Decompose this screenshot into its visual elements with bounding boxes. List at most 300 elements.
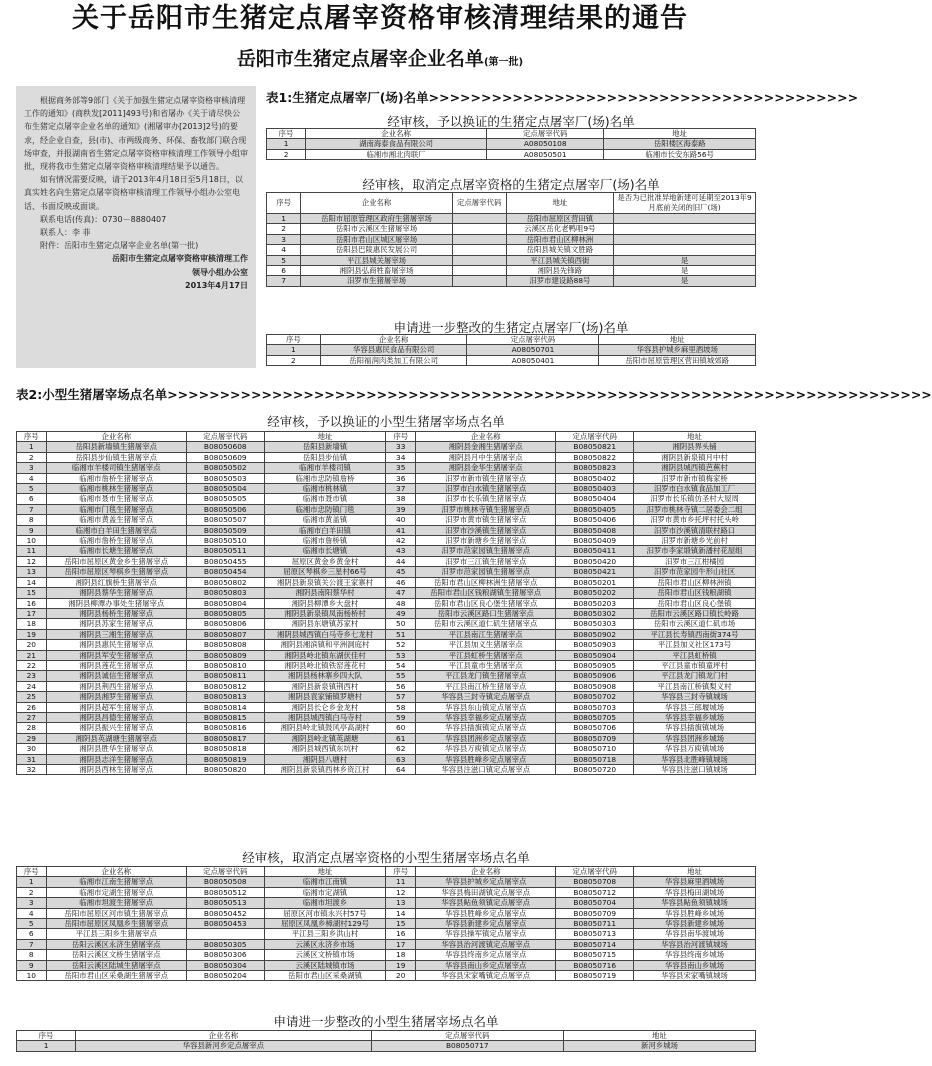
table-row xyxy=(17,629,756,639)
table-cell: 岳阳市云溪区生猪屠宰场 xyxy=(301,224,453,234)
table-cell: 1 xyxy=(267,214,301,224)
table-cell: 4 xyxy=(17,473,47,483)
table-cell: 2 xyxy=(267,355,321,365)
table-cell: 临湘市长塘镇 xyxy=(264,546,386,556)
table-cell: 华容县梅田湖城场 xyxy=(634,887,756,897)
table-cell: 湘阴县诚信生猪屠宰点 xyxy=(46,671,186,681)
table-row xyxy=(17,536,756,546)
table-row xyxy=(17,877,756,887)
table-cell xyxy=(452,245,506,255)
table-cell: 22 xyxy=(17,660,47,670)
table-cell: 平江县童市生猪屠宰点 xyxy=(416,660,556,670)
table-cell: 岳阳市云溪区道仁矶市场 xyxy=(634,619,756,629)
column-header: 企业名称 xyxy=(46,867,186,877)
table1-heading: 表1:生猪定点屠宰厂(场)名单>>>>>>>>>>>>>>>>>>>>>>>>>>>>>>>>>>>>>>>>> xyxy=(266,90,859,105)
table-cell: 湘阴县长仑乡金龙村 xyxy=(264,702,386,712)
table-cell: 临湘市詹桥生猪屠宰点 xyxy=(46,473,186,483)
table-cell: 湘阴县金湘生猪屠宰点 xyxy=(416,442,556,452)
table-row xyxy=(17,723,756,733)
table-cell: 岳阳福润肉类加工有限公司 xyxy=(320,355,467,365)
table-cell: B08050513 xyxy=(186,898,264,908)
table-cell: 湘阴县莲花生猪屠宰点 xyxy=(46,660,186,670)
table-cell: 16 xyxy=(386,929,416,939)
table-cell: 2 xyxy=(267,149,306,159)
table-cell: B08050814 xyxy=(186,702,264,712)
notice-box xyxy=(16,86,256,368)
table-cell: B08050509 xyxy=(186,525,264,535)
table-cell: 56 xyxy=(386,681,416,691)
table-cell: 华容县插旗镇城场 xyxy=(634,723,756,733)
table-cell: 48 xyxy=(386,598,416,608)
table-cell: 华容县新河乡定点屠宰点 xyxy=(76,1041,372,1051)
table-cell: 临湘市坦渡生猪屠宰点 xyxy=(46,898,186,908)
table-row xyxy=(17,950,756,960)
table-cell xyxy=(614,224,756,234)
table-cell: 湘阴县昌德生猪屠宰点 xyxy=(46,712,186,722)
column-header: 序号 xyxy=(267,129,306,139)
table-cell: 华容县三封寺镇城场 xyxy=(634,692,756,702)
table-cell: 10 xyxy=(17,971,47,981)
table-cell: B08050714 xyxy=(556,939,634,949)
table1-s1-title: 经审核，予以换证的生猪定点屠宰厂(场)名单 xyxy=(387,114,635,129)
table-cell: B08050609 xyxy=(186,452,264,462)
table-row xyxy=(17,929,756,939)
table-cell: 临湘市黄盖生猪屠宰点 xyxy=(46,515,186,525)
table-cell: B08050710 xyxy=(556,744,634,754)
table-cell: 4 xyxy=(17,908,47,918)
table-cell: 临湘市江南生猪屠宰点 xyxy=(46,877,186,887)
table1-s2 xyxy=(266,192,756,287)
table-row xyxy=(17,525,756,535)
table-cell: 云溪区永济乡市场 xyxy=(264,939,386,949)
table-row xyxy=(17,546,756,556)
table-cell: 53 xyxy=(386,650,416,660)
table-cell: 临湘市桃林生猪屠宰点 xyxy=(46,484,186,494)
table1-s2-title: 经审核，取消定点屠宰资格的生猪定点屠宰厂(场)名单 xyxy=(362,177,660,192)
table-cell: B08050821 xyxy=(556,442,634,452)
table-cell: 63 xyxy=(386,754,416,764)
table-cell: 汨罗市生猪屠宰场 xyxy=(301,276,453,286)
table-cell: B08050804 xyxy=(186,598,264,608)
table-cell: 汨罗市沙溪镇清联村路口 xyxy=(634,525,756,535)
column-header: 地址 xyxy=(604,129,756,139)
table-row xyxy=(17,588,756,598)
table-cell: 50 xyxy=(386,619,416,629)
table-cell: 云溪区岳化老鸭咀9号 xyxy=(506,224,614,234)
table-cell: 6 xyxy=(17,494,47,504)
table-row xyxy=(17,567,756,577)
table-cell: 临湘市忠防镇詹桥 xyxy=(264,473,386,483)
table-cell: 湘阴县志洋生猪屠宰点 xyxy=(46,754,186,764)
table-cell xyxy=(186,929,264,939)
table2-s3-head xyxy=(17,1031,756,1041)
table-cell: 47 xyxy=(386,588,416,598)
table-cell: 华容县治河渡镇城场 xyxy=(634,939,756,949)
table-cell: 8 xyxy=(17,950,47,960)
table-cell: 湘阴县城西镇白马寺乡七龙村 xyxy=(264,629,386,639)
table-cell: B08050406 xyxy=(556,515,634,525)
table-cell: 2 xyxy=(17,452,47,462)
table-cell: B08050202 xyxy=(556,588,634,598)
table-cell: 20 xyxy=(386,971,416,981)
column-header: 企业名称 xyxy=(416,432,556,442)
table-cell: 27 xyxy=(17,712,47,722)
table-cell: 湘阴县惠民生猪屠宰点 xyxy=(46,640,186,650)
table-cell: 37 xyxy=(386,484,416,494)
table-cell: 64 xyxy=(386,765,416,775)
column-header: 定点屠宰代码 xyxy=(467,335,599,345)
table2-s3-title: 申请进一步整改的小型生猪屠宰场点名单 xyxy=(273,1014,499,1029)
table-cell: 湖南海泰食品有限公司 xyxy=(306,139,487,149)
table-cell: A08050701 xyxy=(467,345,599,355)
table-cell: 湘阴县苏家生猪屠宰点 xyxy=(46,619,186,629)
column-header: 企业名称 xyxy=(46,432,186,442)
table-cell: B08050713 xyxy=(556,929,634,939)
table-row xyxy=(17,971,756,981)
table-cell: B08050504 xyxy=(186,484,264,494)
table-cell: 57 xyxy=(386,692,416,702)
table-row xyxy=(17,681,756,691)
table-cell: B08050703 xyxy=(556,702,634,712)
table-cell: B08050817 xyxy=(186,733,264,743)
table-cell: 61 xyxy=(386,733,416,743)
table-cell: 1 xyxy=(17,1041,76,1051)
table-cell: 华容县三郎堰城场 xyxy=(634,702,756,712)
table-cell: B08050421 xyxy=(556,567,634,577)
table-row xyxy=(17,650,756,660)
table-cell: 汨罗市三江镇生猪屠宰点 xyxy=(416,556,556,566)
column-header: 序号 xyxy=(267,335,321,345)
table-cell: 临湘市门毯生猪屠宰点 xyxy=(46,504,186,514)
table-cell: 临湘市黄盖镇 xyxy=(264,515,386,525)
table-row xyxy=(17,442,756,452)
table-cell xyxy=(614,234,756,244)
table-cell xyxy=(452,214,506,224)
column-header: 是否为已批准异地新建可延期至2013年9月底前关闭的旧厂(场) xyxy=(614,193,756,214)
table-cell: 岳阳市君山区柳林洲 xyxy=(506,234,614,244)
table-cell: 临湘市长塘生猪屠宰点 xyxy=(46,546,186,556)
table-cell: 58 xyxy=(386,702,416,712)
table-cell: 平江县城关镇西街 xyxy=(506,255,614,265)
table-cell: 岳阳云溪区永济生猪屠宰点 xyxy=(46,939,186,949)
table-cell: B08050709 xyxy=(556,733,634,743)
table-cell: 华容县新建乡定点屠宰点 xyxy=(416,919,556,929)
table-cell: 15 xyxy=(17,588,47,598)
table-cell: 平江县长寿镇西南街374号 xyxy=(634,629,756,639)
table-cell: B08050708 xyxy=(556,877,634,887)
table-cell: B08050905 xyxy=(556,660,634,670)
table-cell: 34 xyxy=(386,452,416,462)
table-cell: 湘阴县岭北镇东湖伏佳村 xyxy=(264,650,386,660)
table-cell: 临湘市詹桥生猪屠宰点 xyxy=(46,536,186,546)
table-cell: B08050204 xyxy=(186,971,264,981)
column-header: 地址 xyxy=(634,867,756,877)
table-cell: B08050709 xyxy=(556,908,634,918)
table-cell: 湘阴县柳潭乡大盘村 xyxy=(264,598,386,608)
table-cell: 6 xyxy=(17,929,47,939)
column-header: 序号 xyxy=(267,193,301,214)
table-row xyxy=(17,463,756,473)
table-cell: 59 xyxy=(386,712,416,722)
table-cell: 岳阳市屈原区凤凰乡生猪屠宰点 xyxy=(46,919,186,929)
table-row xyxy=(17,887,756,897)
table-cell: 11 xyxy=(386,877,416,887)
table-cell: B08050453 xyxy=(186,919,264,929)
column-header: 定点屠宰代码 xyxy=(186,432,264,442)
table1-s1-body xyxy=(267,139,756,160)
table-cell: 岳阳市屈原区琴棋乡生猪屠宰点 xyxy=(46,567,186,577)
table-cell: 岳阳市屈原区河市镇生猪屠宰点 xyxy=(46,908,186,918)
table-cell: 湘阴县新泉镇凤南杨桥村 xyxy=(264,608,386,618)
table-cell: 54 xyxy=(386,660,416,670)
table-cell: 5 xyxy=(17,919,47,929)
table-cell: 湘阴县湘滨镇和平洲洞庭村 xyxy=(264,640,386,650)
table2-s2-body xyxy=(17,877,756,981)
table-cell: 7 xyxy=(17,504,47,514)
table1-s1-head xyxy=(267,129,756,139)
table-cell: B08050806 xyxy=(186,619,264,629)
table-cell: 62 xyxy=(386,744,416,754)
column-header: 定点屠宰代码 xyxy=(371,1031,563,1041)
table-cell: B08050823 xyxy=(556,463,634,473)
table-cell: 4 xyxy=(267,245,301,255)
table-cell: 平江县南江生猪屠宰点 xyxy=(416,629,556,639)
table-cell: 26 xyxy=(17,702,47,712)
table-cell: 湘阴县金华生猪屠宰点 xyxy=(416,463,556,473)
notice-paragraph-1: 根据商务部等9部门《关于加强生猪定点屠宰资格审核清理工作的通知》(商秩发[2011]493号)和省屠办《关于请尽快公布生猪定点屠宰企业名单的通知》(湘屠审办[2013]2号)的要求，经企业自查，县(市)、市两级商务、环保、畜牧部门联合现场审查，并报湖南省生猪定点屠宰资格审核清理工作领导小组审批，现将我市生猪定点屠宰资格审核清理结果予以通告。 xyxy=(24,96,248,172)
table-cell: 华容县幸福乡城场 xyxy=(634,712,756,722)
table-cell: 华容县护城乡定点屠宰点 xyxy=(416,877,556,887)
table-row xyxy=(17,660,756,670)
table-cell: 华容县终南乡定点屠宰点 xyxy=(416,950,556,960)
table-cell: 41 xyxy=(386,525,416,535)
column-header: 定点屠宰代码 xyxy=(556,867,634,877)
table-cell: 43 xyxy=(386,546,416,556)
table-cell: 华容县惠民食品有限公司 xyxy=(320,345,467,355)
table2-s3-table xyxy=(16,1030,756,1052)
table-cell: 华容县插旗镇定点屠宰点 xyxy=(416,723,556,733)
table-cell: B08050506 xyxy=(186,504,264,514)
column-header: 序号 xyxy=(17,432,47,442)
table-cell: 湘阴县新泉镇关公渡王家寨村 xyxy=(264,577,386,587)
table-row xyxy=(17,608,756,618)
table-cell: 岳阳县新墙镇生猪屠宰点 xyxy=(46,442,186,452)
table-cell: 临湘市羊楼司镇 xyxy=(264,463,386,473)
table-cell: 汨罗市长乐镇仿圣村大屋周 xyxy=(634,494,756,504)
table-cell: 汨罗市新塘乡生猪屠宰点 xyxy=(416,536,556,546)
table-cell: 汨罗市范家园镇生猪屠宰点 xyxy=(416,546,556,556)
table-cell xyxy=(614,245,756,255)
table-cell: 18 xyxy=(386,950,416,960)
table-row xyxy=(17,452,756,462)
table-cell: 湘阴县岭北镇铁窑莲花村 xyxy=(264,660,386,670)
table-cell: B08050201 xyxy=(556,577,634,587)
table-cell: 9 xyxy=(17,525,47,535)
column-header: 企业名称 xyxy=(416,867,556,877)
table-row xyxy=(17,960,756,970)
table-cell: B08050803 xyxy=(186,588,264,598)
table-cell: B08050510 xyxy=(186,536,264,546)
table-cell: 汨罗市李家塅镇新潘村花屋组 xyxy=(634,546,756,556)
table-cell: 汨罗市黄市镇生猪屠宰点 xyxy=(416,515,556,525)
table-cell: 44 xyxy=(386,556,416,566)
table-cell: 汨罗市建设路88号 xyxy=(506,276,614,286)
header-row xyxy=(17,867,756,877)
table-cell: 7 xyxy=(17,939,47,949)
table-cell: 23 xyxy=(17,671,47,681)
table-cell: 湘阴县新泉镇西林乡资江村 xyxy=(264,765,386,775)
table-cell: 平江县童市镇童坪村 xyxy=(634,660,756,670)
table-cell: 湘阴县城西镇东坑村 xyxy=(264,744,386,754)
table-cell: 2 xyxy=(267,224,301,234)
table-cell: 华容县注滋口镇城场 xyxy=(634,765,756,775)
table-cell: 55 xyxy=(386,671,416,681)
table-cell: 华容县胜峰乡城场 xyxy=(634,908,756,918)
notice-date: 2013年4月17日 xyxy=(185,280,248,290)
table-row xyxy=(17,598,756,608)
table-cell: 38 xyxy=(386,494,416,504)
table-cell: 华容县注滋口镇定点屠宰点 xyxy=(416,765,556,775)
table-cell: 20 xyxy=(17,640,47,650)
table-cell: 10 xyxy=(17,536,47,546)
table-cell: 汨罗市桃林寺镇二居委会二组 xyxy=(634,504,756,514)
table-row xyxy=(17,712,756,722)
table-cell: 新河乡城场 xyxy=(563,1041,755,1051)
column-header: 企业名称 xyxy=(320,335,467,345)
table-row xyxy=(17,692,756,702)
column-header: 地址 xyxy=(264,432,386,442)
column-header: 企业名称 xyxy=(76,1031,372,1041)
column-header: 地址 xyxy=(506,193,614,214)
table-cell: 35 xyxy=(386,463,416,473)
table-cell: B08050902 xyxy=(556,629,634,639)
table-cell: B08050705 xyxy=(556,712,634,722)
table-cell: B08050718 xyxy=(556,754,634,764)
table-cell: 华容县宋家嘴镇城场 xyxy=(634,971,756,981)
table-row xyxy=(17,619,756,629)
table-cell: 临湘市聂市生猪屠宰点 xyxy=(46,494,186,504)
table-cell xyxy=(452,255,506,265)
table-cell: 临湘市湘北肉联厂 xyxy=(306,149,487,159)
table-cell: 平江县城关屠宰场 xyxy=(301,255,453,265)
table-cell: 16 xyxy=(17,598,47,608)
table-cell: 19 xyxy=(386,960,416,970)
table-cell: 湘阴县西林生猪屠宰点 xyxy=(46,765,186,775)
table-cell: 岳阳市屈原区黄金乡生猪屠宰点 xyxy=(46,556,186,566)
table-row xyxy=(17,556,756,566)
table-cell: 华容县鲇鱼须镇城场 xyxy=(634,898,756,908)
subtitle-batch: (第一批) xyxy=(483,57,524,68)
table-cell: 岳阳云溪区文桥生猪屠宰点 xyxy=(46,950,186,960)
table-cell: 湘阴县八塘村 xyxy=(264,754,386,764)
table-cell: 湘阴县城西镇白马寺村 xyxy=(264,712,386,722)
table-cell: 湘阴县界头铺 xyxy=(634,442,756,452)
table-cell: 28 xyxy=(17,723,47,733)
table-cell: 华容县万庾镇城场 xyxy=(634,744,756,754)
table1-s3-head xyxy=(267,335,756,345)
table-cell: 湘阴县三湘生猪屠宰点 xyxy=(46,629,186,639)
table-row xyxy=(17,473,756,483)
table-cell: 临湘市白羊田镇 xyxy=(264,525,386,535)
table-cell: B08050505 xyxy=(186,494,264,504)
table-cell: B08050455 xyxy=(186,556,264,566)
table-cell: 是 xyxy=(614,276,756,286)
table-cell: 汨罗市范家园牛形山社区 xyxy=(634,567,756,577)
table2-s1-title: 经审核，予以换证的小型生猪屠宰场点名单 xyxy=(267,414,505,429)
table-cell: 湘阴县振兴生猪屠宰点 xyxy=(46,723,186,733)
table-cell: 汨罗市白水镇生猪屠宰点 xyxy=(416,484,556,494)
table-row xyxy=(17,504,756,514)
table-cell: 岳阳市君山区城区屠宰场 xyxy=(301,234,453,244)
table-cell: 湘阴县胜华生猪屠宰点 xyxy=(46,744,186,754)
table-cell: B08050452 xyxy=(186,908,264,918)
table-cell: B08050815 xyxy=(186,712,264,722)
table-cell: 华容县三封寺镇定点屠宰点 xyxy=(416,692,556,702)
table-cell: 临湘市詹桥镇 xyxy=(264,536,386,546)
table-cell: 湘阴县军安生猪屠宰点 xyxy=(46,650,186,660)
table-cell: 40 xyxy=(386,515,416,525)
column-header: 企业名称 xyxy=(306,129,487,139)
table-cell: 14 xyxy=(17,577,47,587)
table-cell: 湘阴县东塘镇苏家村 xyxy=(264,619,386,629)
table-cell: 临湘市忠防镇门毯 xyxy=(264,504,386,514)
table-cell: 31 xyxy=(17,754,47,764)
table-cell: 1 xyxy=(267,139,306,149)
table-cell: 平江县加义社区173号 xyxy=(634,640,756,650)
subtitle-main: 岳阳市生猪定点屠宰企业名单 xyxy=(236,48,484,70)
table-cell: 岳阳市君山区采桑湖镇 xyxy=(264,971,386,981)
table-cell: 46 xyxy=(386,577,416,587)
table1-s1-table xyxy=(266,128,756,160)
table-cell: 30 xyxy=(17,744,47,754)
header-row xyxy=(267,129,756,139)
table-cell: B08050719 xyxy=(556,971,634,981)
table-cell: B08050408 xyxy=(556,525,634,535)
table-cell: B08050706 xyxy=(556,723,634,733)
table-cell: 华容县护城乡麻里酒坡场 xyxy=(599,345,756,355)
table-cell: 华容县胜峰乡定点屠宰点 xyxy=(416,754,556,764)
table-cell: 云溪区文桥镇市场 xyxy=(264,950,386,960)
table-row xyxy=(17,515,756,525)
column-header: 序号 xyxy=(386,432,416,442)
column-header: 地址 xyxy=(563,1031,755,1041)
table-cell: B08050811 xyxy=(186,671,264,681)
table-cell: 湘阴县岭北镇鼓风亭高湖村 xyxy=(264,723,386,733)
table1-s2-body xyxy=(267,214,756,287)
table-cell: 华容县团洲乡城场 xyxy=(634,733,756,743)
table-cell: B08050906 xyxy=(556,671,634,681)
table-cell: B08050454 xyxy=(186,567,264,577)
table-cell: B08050404 xyxy=(556,494,634,504)
table-row xyxy=(267,276,756,286)
table-cell: B08050807 xyxy=(186,629,264,639)
notice-contact: 联系人：李 菲 xyxy=(40,228,91,238)
table-cell: 岳阳市君山区柳林洲生猪屠宰点 xyxy=(416,577,556,587)
column-header: 企业名称 xyxy=(301,193,453,214)
table-cell: 2 xyxy=(17,887,47,897)
table-cell: 32 xyxy=(17,765,47,775)
table-cell: B08050704 xyxy=(556,898,634,908)
table-row xyxy=(17,765,756,775)
table-cell: 平江县三阳乡洪山村 xyxy=(264,929,386,939)
table-row xyxy=(17,939,756,949)
table-row xyxy=(17,671,756,681)
table-cell: 3 xyxy=(17,898,47,908)
header-row xyxy=(17,432,756,442)
table-cell: 12 xyxy=(17,556,47,566)
table-cell: 25 xyxy=(17,692,47,702)
table-cell: B08050304 xyxy=(186,960,264,970)
